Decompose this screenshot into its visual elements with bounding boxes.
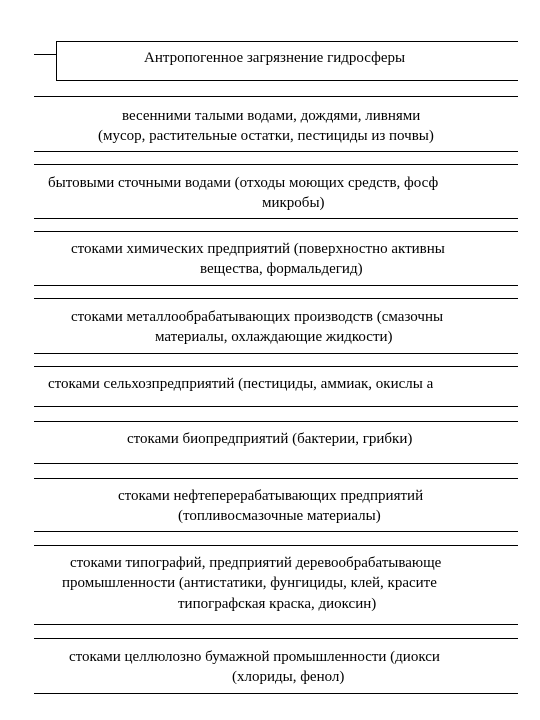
item-8-line-2: промышленности (антистатики, фунгициды, клей, красите: [62, 575, 437, 591]
item-6-bottom-border: [34, 463, 518, 464]
item-3-bottom-border: [34, 285, 518, 286]
item-7-line-1: стоками нефтеперерабатывающих предприятий: [118, 488, 424, 504]
item-2-line-1: бытовыми сточными водами (отходы моющих средств, фосф: [48, 175, 439, 191]
item-5-bottom-border: [34, 406, 518, 407]
title-connector-line: [34, 54, 56, 55]
item-9-bottom-border: [34, 693, 518, 694]
item-2-line-2: микробы): [262, 195, 325, 211]
item-8-bottom-border: [34, 624, 518, 625]
item-4-top-border: [34, 298, 518, 299]
item-9-line-2: (хлориды, фенол): [232, 669, 345, 685]
item-3-top-border: [34, 231, 518, 232]
item-3-line-2: вещества, формальдегид): [200, 261, 363, 277]
item-9-line-1: стоками целлюлозно бумажной промышленности (диокси: [69, 649, 440, 665]
item-6-top-border: [34, 421, 518, 422]
item-8-line-3: типографская краска, диоксин): [178, 596, 377, 612]
item-8-line-1: стоками типографий, предприятий деревообрабатывающе: [70, 555, 442, 571]
item-2-bottom-border: [34, 218, 518, 219]
item-4-line-1: стоками металлообрабатывающих производств (смазочны: [71, 309, 444, 325]
item-7-bottom-border: [34, 531, 518, 532]
item-3-line-1: стоками химических предприятий (поверхностно активны: [71, 241, 445, 257]
item-5-top-border: [34, 366, 518, 367]
item-4-bottom-border: [34, 353, 518, 354]
item-1-top-border: [34, 96, 518, 97]
item-4-line-2: материалы, охлаждающие жидкости): [155, 329, 393, 345]
item-7-top-border: [34, 478, 518, 479]
item-1-line-1: весенними талыми водами, дождями, ливнями: [122, 108, 421, 124]
item-6-line-1: стоками биопредприятий (бактерии, грибки): [127, 431, 413, 447]
diagram-title: Антропогенное загрязнение гидросферы: [144, 50, 406, 66]
item-9-top-border: [34, 638, 518, 639]
item-2-top-border: [34, 164, 518, 165]
item-1-bottom-border: [34, 151, 518, 152]
item-5-line-1: стоками сельхозпредприятий (пестициды, аммиак, окислы а: [48, 376, 434, 392]
item-8-top-border: [34, 545, 518, 546]
item-1-line-2: (мусор, растительные остатки, пестициды из почвы): [98, 128, 434, 144]
item-7-line-2: (топливосмазочные материалы): [178, 508, 381, 524]
